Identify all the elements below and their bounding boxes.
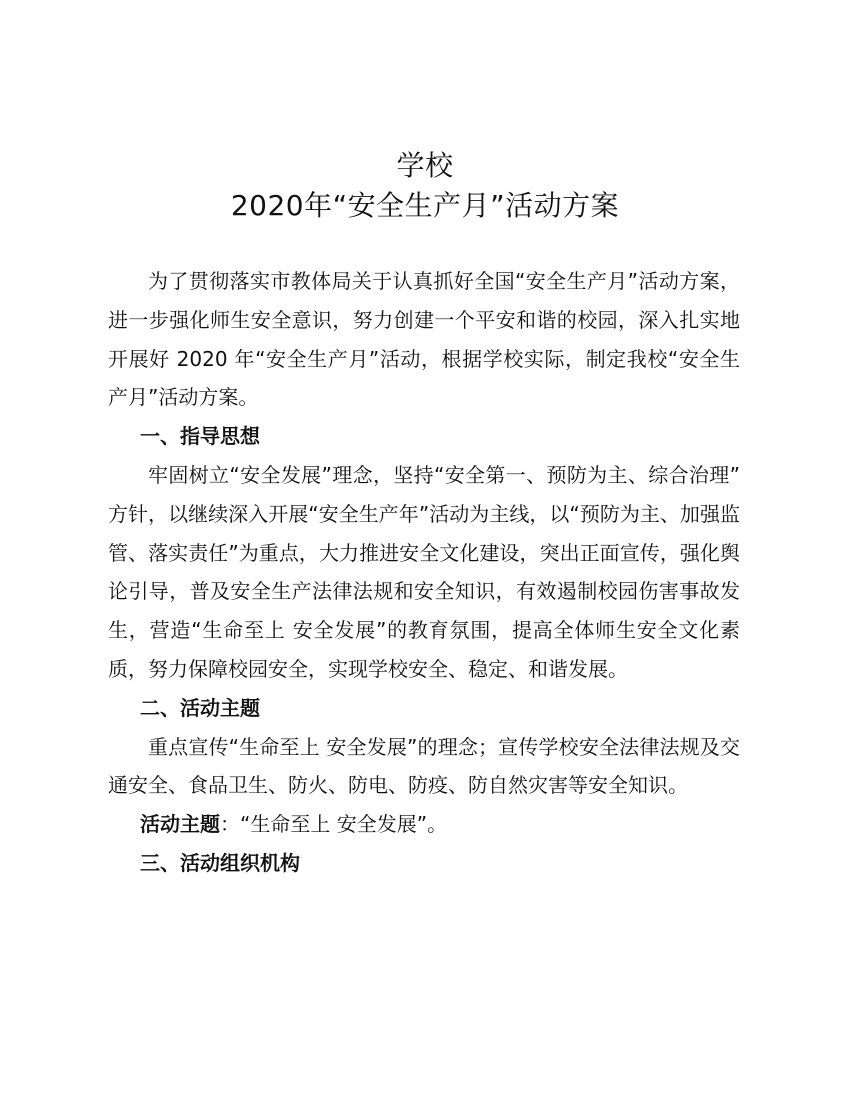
activity-theme-line [108,805,740,844]
document-body [108,262,740,883]
intro-paragraph: 为了贯彻落实市教体局关于认真抓好全国“安全生产月”活动方案，进一步强化师生安全意识，努力创建一个平安和谐的校园，深入扎实地开展好 2020 年“安全生产月”活动，根据学校实际，制定我校“安全生产月”活动方案。 [108,269,740,410]
section-heading-guiding-ideology: 一、指导思想 [140,424,260,449]
section-heading-activity-theme: 二、活动主题 [140,695,260,720]
guiding-ideology-paragraph: 牢固树立“安全发展”理念，坚持“安全第一、预防为主、综合治理” 方针，以继续深入开展“安全生产年”活动为主线，以“预防为主、加强监管、落实责任”为重点，大力推进安全文化建设，突出正面宣传，强化舆论引导，普及安全生产法律法规和安全知识，有效遏制校园伤害事故发生，营造“生命至上 安全发展”的教育氛围，提高全体师生安全文化素质，努力保障校园安全，实现学校安全、稳定、和谐发展。 [108,462,740,681]
document-title: 2020年“安全生产月”活动方案 [230,189,620,222]
activity-theme-label: 活动主题 [140,812,220,837]
activity-theme-text: ：“生命至上 安全发展”。 [220,812,448,837]
activity-theme-paragraph: 重点宣传“生命至上 安全发展”的理念；宣传学校安全法律法规及交通安全、食品卫生、防火、防电、防疫、防自然灾害等安全知识。 [108,734,740,798]
section-heading-organization: 三、活动组织机构 [140,850,300,875]
document-title-school: 学校 [396,149,454,182]
